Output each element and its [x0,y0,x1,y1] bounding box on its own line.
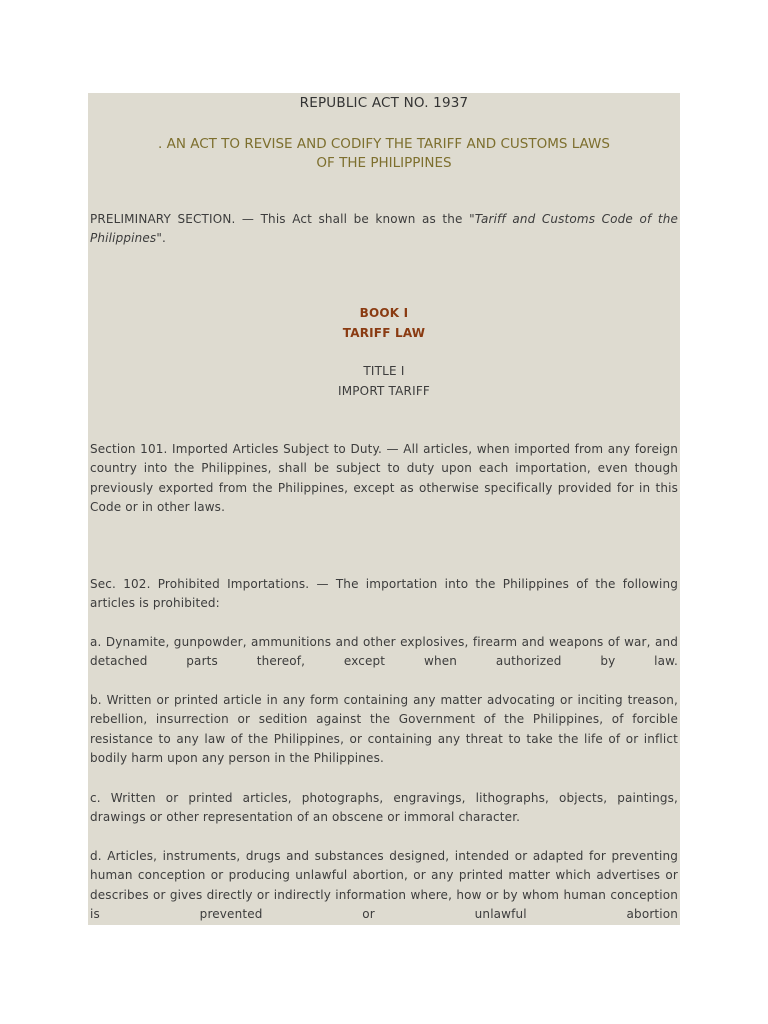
book-label: BOOK I [359,306,409,320]
document-page [88,93,680,925]
preliminary-lead: PRELIMINARY SECTION. — This Act shall be known as the " [90,212,475,226]
section-101: Section 101. Imported Articles Subject to Duty. — All articles, when imported from any foreign country into the Philippines, shall be subject to duty upon each importation, even though previously exported from the Philippines, except as otherwise specifically provided for in this Code or in other laws. [90,442,678,514]
title-name: IMPORT TARIFF [337,383,431,398]
act-title-line-1: . AN ACT TO REVISE AND CODIFY THE TARIFF AND CUSTOMS LAWS [158,136,610,152]
act-title-line-2: OF THE PHILIPPINES [316,155,452,171]
act-title [88,135,680,173]
book-heading [88,304,680,343]
code-name: Tariff and Customs Code of the Philippines [90,212,678,246]
book-name: TARIFF LAW [342,325,426,340]
item-c: c. Written or printed articles, photographs, engravings, lithographs, objects, paintings, drawings or other representation of an obscene or immoral character. [90,791,678,825]
act-number-heading: REPUBLIC ACT NO. 1937 [299,95,469,111]
section-102-intro: Sec. 102. Prohibited Importations. — The importation into the Philippines of the following articles is prohibited: [90,577,678,611]
title-label: TITLE I [363,364,405,378]
preliminary-section [90,210,678,249]
preliminary-tail: ". [156,231,166,246]
title-heading [88,362,680,401]
item-d: d. Articles, instruments, drugs and substances designed, intended or adapted for preventing human conception or producing unlawful abortion, or any printed matter which advertises or describes or gives directly or indirectly information where, how or by whom human conception is prevented or unlawful abortion [90,849,678,921]
item-b: b. Written or printed article in any form containing any matter advocating or inciting treason, rebellion, insurrection or sedition against the Government of the Philippines, of forcible resistance to any law of the Philippines, or containing any threat to take the life of or inflict bodily harm upon any person in the Philippines. [90,693,678,765]
item-a: a. Dynamite, gunpowder, ammunitions and other explosives, firearm and weapons of war, and detached parts thereof, except when authorized by law. [90,635,678,669]
